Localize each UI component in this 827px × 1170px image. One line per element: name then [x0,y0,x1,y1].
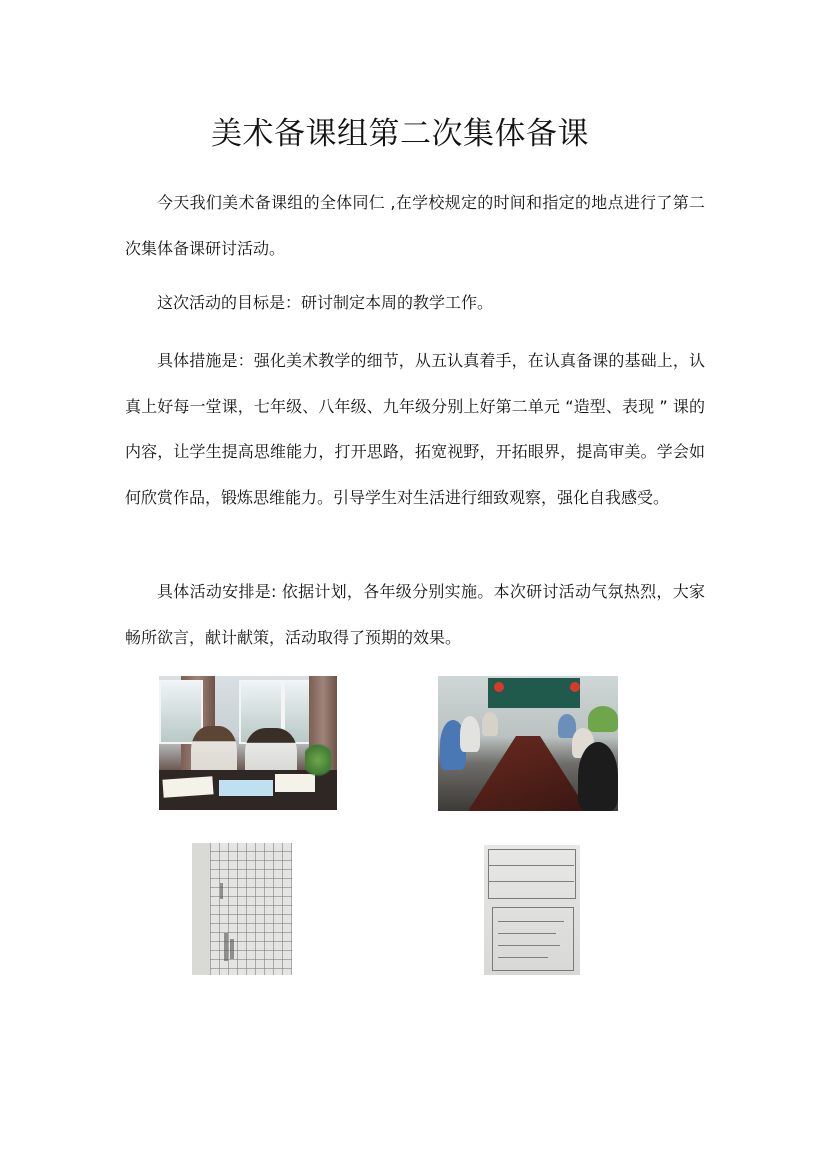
paragraph-intro: 今天我们美术备课组的全体同仁 ,在学校规定的时间和指定的地点进行了第二次集体备课研讨活动。 [125,193,705,258]
paragraph-arrangement: 具体活动安排是: 依据计划，各年级分别实施。本次研讨活动气氛热烈，大家畅所欲言，献计献策，活动取得了预期的效果。 [125,582,705,647]
photo-teachers-at-table [159,676,337,810]
paragraph-measures: 具体措施是：强化美术教学的细节，从五认真着手，在认真备课的基础上，认真上好每一堂课，七年级、八年级、九年级分别上好第二单元 “造型、表现 ” 课的内容，让学生提高思维能力，打开思路，拓宽视野，开拓眼界，提高审美。学会如何欣赏作品，锻炼思维能力。引导学生对生活进行细致观察，强化自我感受。 [125,351,705,507]
paragraph-goal: 这次活动的目标是：研讨制定本周的教学工作。 [157,293,494,312]
photo-grid-worksheet [192,843,292,975]
photo-meeting-room [438,676,618,811]
photo-lesson-plan-sheet [484,845,580,975]
document-title: 美术备课组第二次集体备课 [211,116,589,152]
